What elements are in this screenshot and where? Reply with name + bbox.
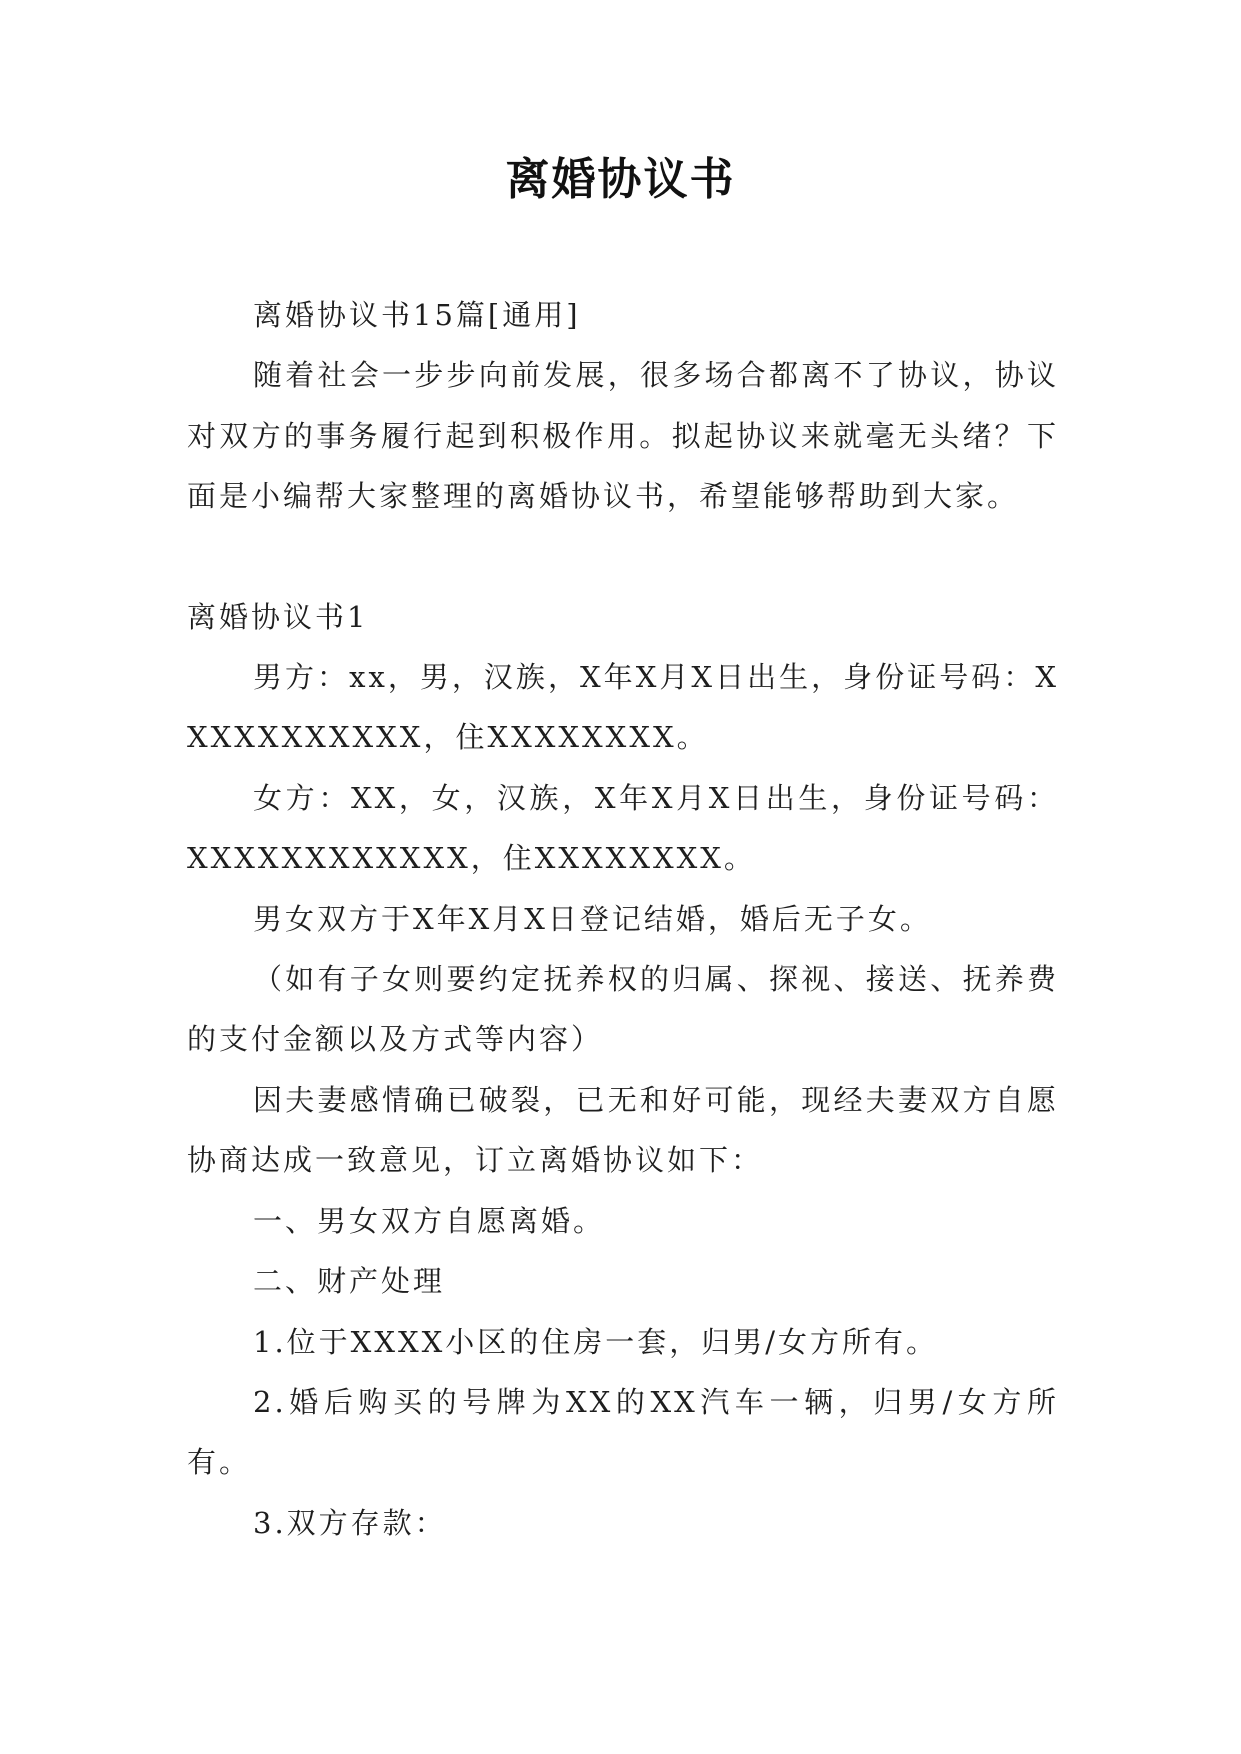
- clause-2-item-1: 1.位于XXXX小区的住房一套，归男/女方所有。: [253, 1324, 939, 1359]
- document-body: [187, 285, 1059, 1553]
- clause-2-item-3: 3.双方存款：: [253, 1505, 447, 1540]
- subtitle: 离婚协议书15篇[通用]: [253, 298, 581, 332]
- intro-paragraph: 随着社会一步步向前发展，很多场合都离不了协议，协议对双方的事务履行起到积极作用。拟起协议来就毫无头绪？下面是小编帮大家整理的离婚协议书，希望能够帮助到大家。: [187, 358, 1059, 514]
- clause-1: 一、男女双方自愿离婚。: [253, 1203, 606, 1238]
- document-title: 离婚协议书: [505, 154, 736, 205]
- paragraph-children-note: （如有子女则要约定抚养权的归属、探视、接送、抚养费的支付金额以及方式等内容）: [187, 962, 1059, 1057]
- paragraph-marriage-registration: 男女双方于X年X月X日登记结婚，婚后无子女。: [253, 901, 932, 936]
- section-heading: 离婚协议书1: [187, 599, 369, 634]
- paragraph-reason: 因夫妻感情确已破裂，已无和好可能，现经夫妻双方自愿协商达成一致意见，订立离婚协议如下：: [187, 1082, 1059, 1178]
- clause-2-item-2: 2.婚后购买的号牌为XX的XX汽车一辆，归男/女方所有。: [187, 1384, 1059, 1480]
- paragraph-female-party: 女方：XX，女，汉族，X年X月X日出生，身份证号码：XXXXXXXXXXXX，住XXXXXXXX。: [187, 780, 1059, 876]
- paragraph-male-party: 男方：xx，男，汉族，X年X月X日出生，身份证号码：XXXXXXXXXXX，住XXXXXXXX。: [187, 660, 1059, 755]
- clause-2-heading: 二、财产处理: [253, 1264, 446, 1299]
